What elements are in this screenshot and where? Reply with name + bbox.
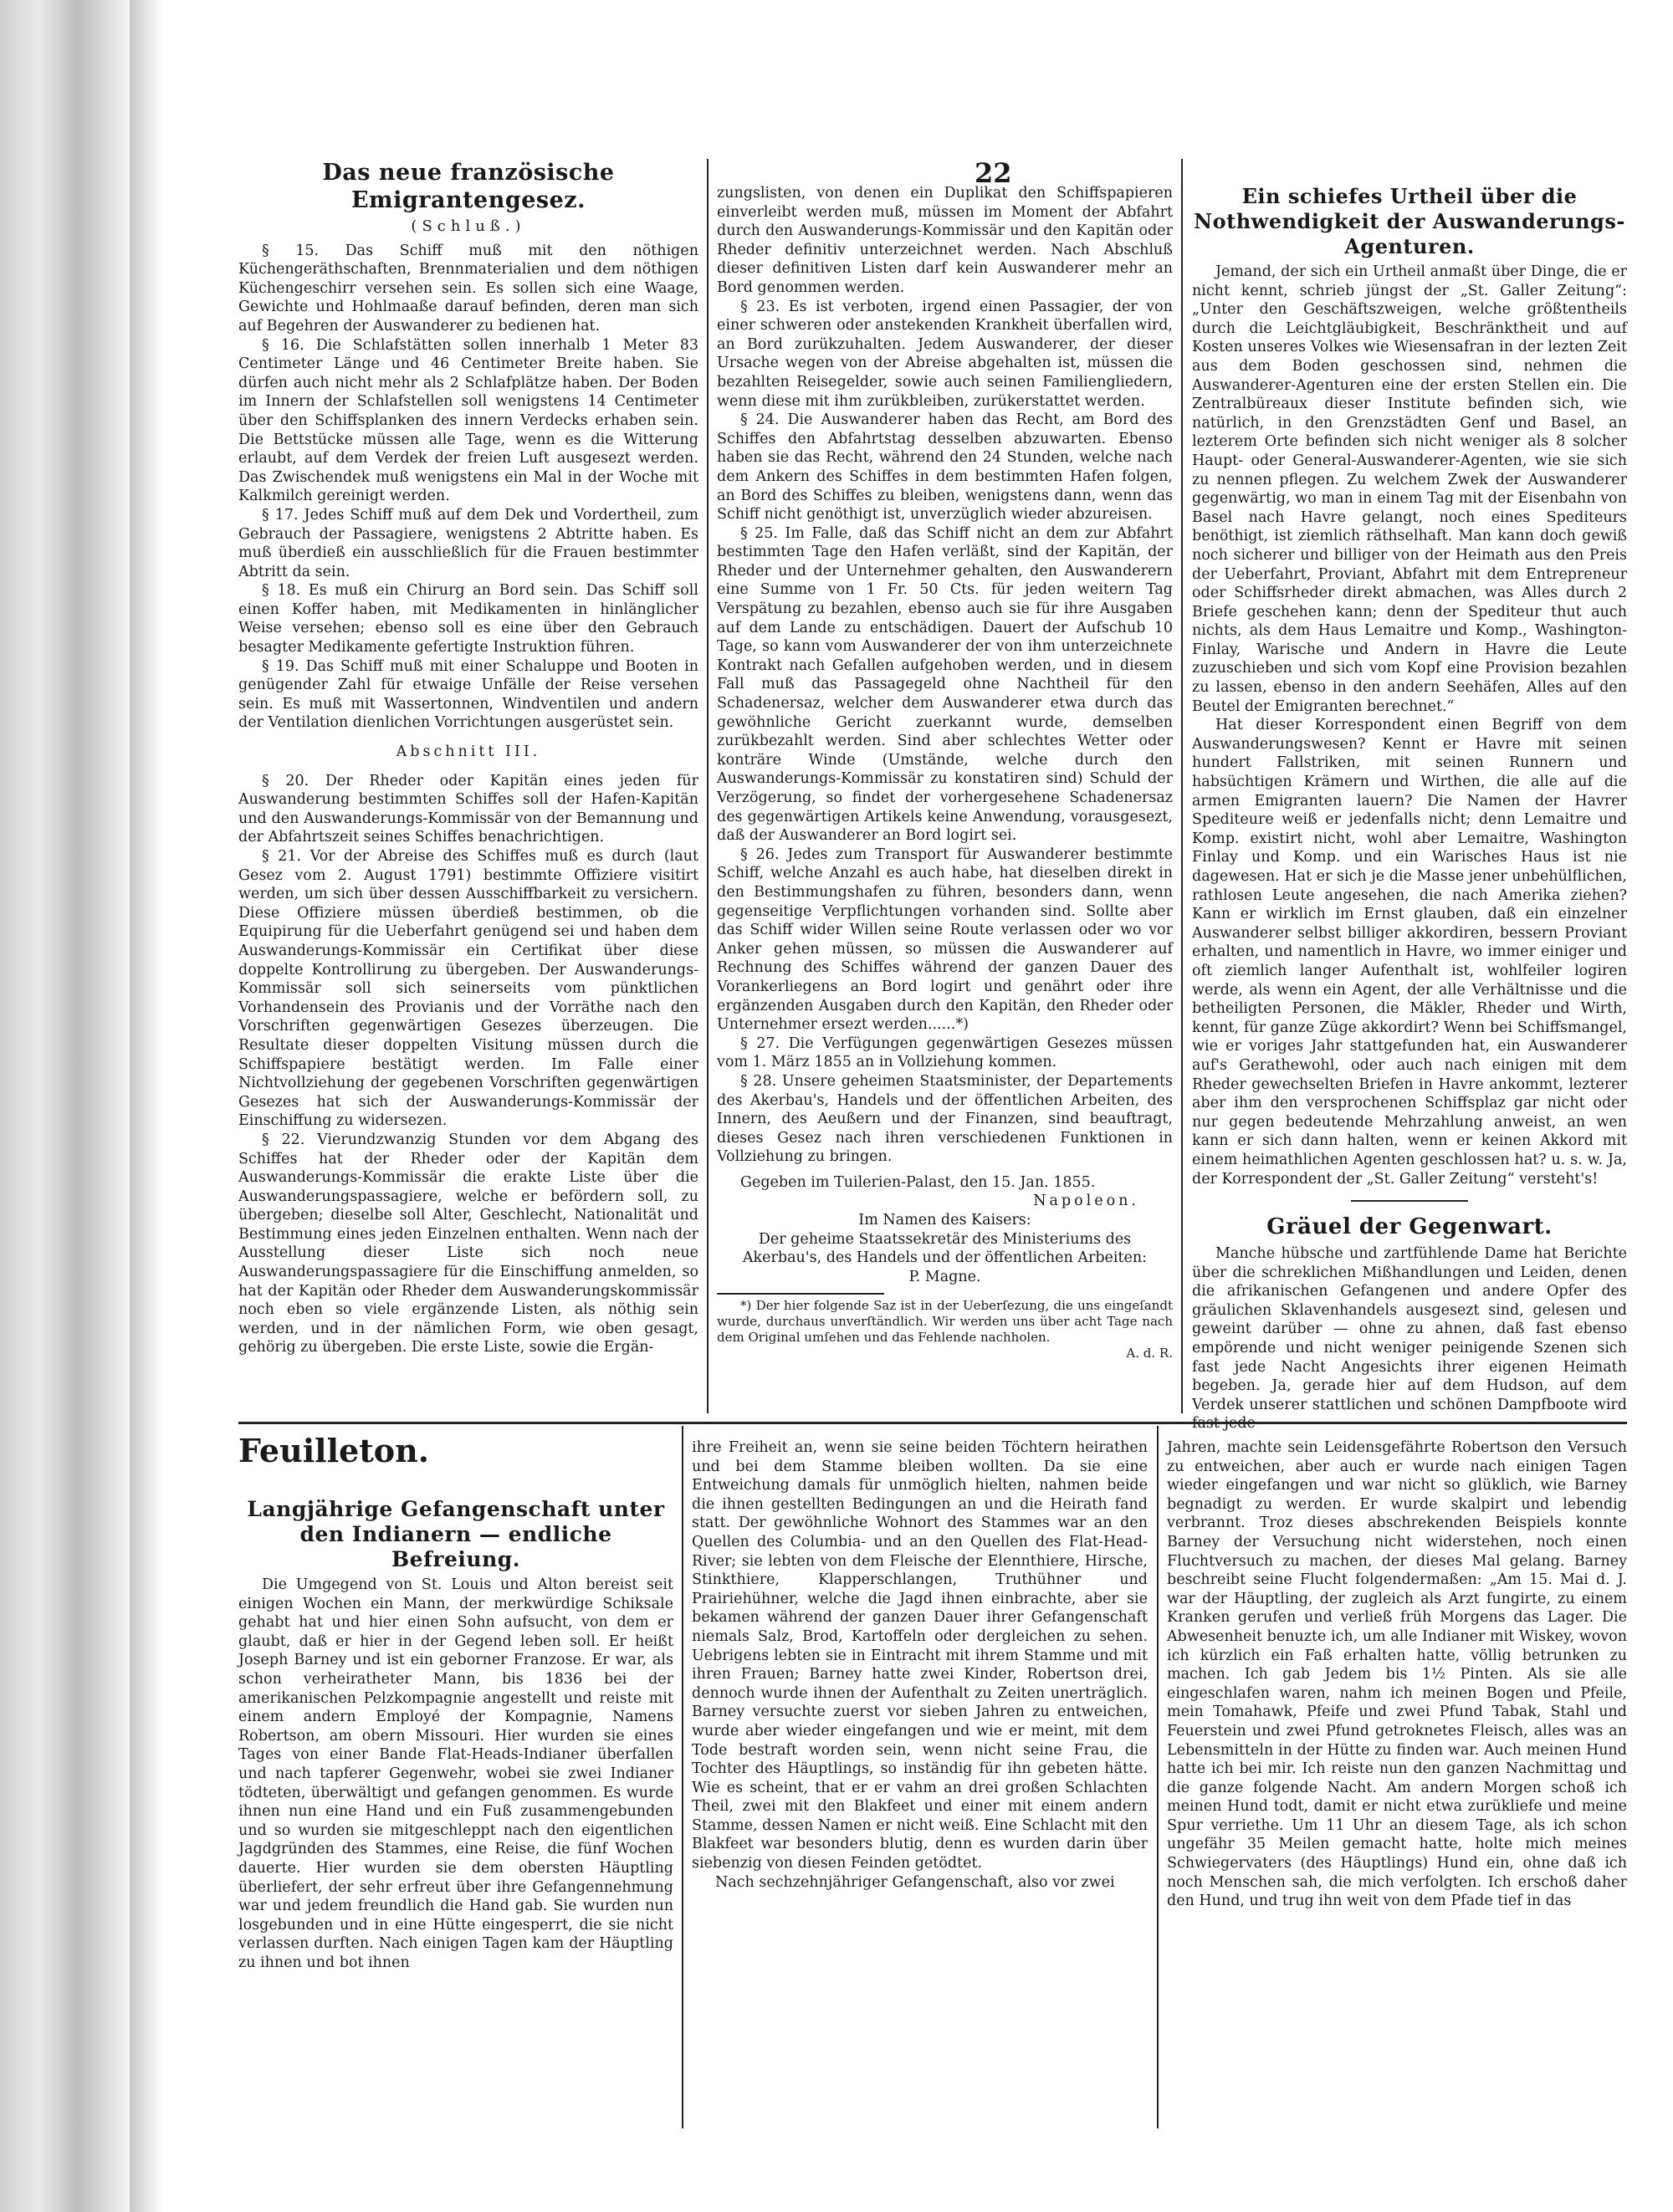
- paragraph: § 24. Die Auswanderer haben das Recht, am Bord des Schiffes den Abfahrtstag desselben abzuwarten. Ebenso haben sie das Recht, während den 24 Stunden, welche nach dem Ankern des Schiffes in dem bestimmten Hafen folgen, an Bord des Schiffes zu bleiben, wenigstens dann, wenn das Schiff nicht genöthigt ist, unverzüglich wieder abzureisen.: [717, 411, 1173, 524]
- column-rule: [682, 1426, 683, 2128]
- paragraph: § 19. Das Schiff muß mit einer Schaluppe und Booten in genügender Zahl für etwaige Unfälle der Reise versehen sein. Es muß mit Wassertonnen, Windventilen und andern der Ventilation dienlichen Vorrichtungen ausgerüstet sein.: [238, 657, 698, 732]
- article-subtitle: (Schluß.): [411, 217, 526, 235]
- feuilleton-column-3: [1167, 1438, 1627, 2133]
- paragraph: § 22. Vierundzwanzig Stunden vor dem Abgang des Schiffes hat der Rheder oder der Kapitän dem Auswanderungs-Kommissär die erakte Liste über die Auswanderungspassagiere, welche er befördern soll, zu übergeben; dieselbe soll Alter, Geschlecht, Nationalität und Bestimmung eines jeden Einzelnen enthalten. Wenn nach der Ausstellung dieser Liste sich noch neue Auswanderungspassagiere für die Einschiffung anmelden, so hat der Kapitän oder Rheder dem Auswanderungskommissär noch eben so viele ergänzende Listen, als nöthig sein werden, und in der nämlichen Form, wie oben gesagt, gehörig zu übergeben. Die erste Liste, sowie die Ergän-: [238, 1131, 698, 1356]
- separator: [1351, 1200, 1468, 1202]
- paragraph: ihre Freiheit an, wenn sie seine beiden Töchtern heirathen und bei dem Stamme bleiben wollten. Da sie eine Entweichung damals für unmöglich hielten, nahmen beide die ihnen gestellten Bedingungen an und die Heirath fand statt. Der gewöhnliche Wohnort des Stammes war an den Quellen des Columbia- und an den Quellen des Flat-Head-River; sie lebten von dem Fleische der Elennthiere, Hirsche, Stinkthiere, Klapperschlangen, Truthühner und Prairiehühner, welche die Jagd ihnen einbrachte, aber sie bekamen während der ganzen Dauer ihrer Gefangenschaft niemals Salz, Brod, Kartoffeln oder dergleichen zu sehen. Uebrigens lebten sie in Eintracht mit ihrem Stamme und mit ihren Frauen; Barney hatte zwei Kinder, Robertson drei, dennoch wurde ihnen der Aufenthalt zu Zeiten unerträglich. Barney versuchte zuerst vor sieben Jahren zu entweichen, wurde aber wieder eingefangen und wie er meint, mit dem Tode bestraft worden sein, wenn nicht seine Frau, die Tochter des Häuptlings, so inständig für ihn gebeten hätte. Wie es scheint, that er er vahm an drei großen Schlachten Theil, zwei mit den Blakfeet und einer mit einem andern Stamme, dessen Namen er nicht weiß. Eine Schlacht mit den Blakfeet war besonders blutig, denn es wurden darin über siebenzig von diesen Feinden getödtet.: [692, 1439, 1148, 1872]
- feuilleton-column-1: [238, 1497, 673, 2133]
- footnote-rule: [717, 1293, 884, 1295]
- column-rule: [707, 159, 709, 1413]
- feuilleton-heading: Feuilleton.: [238, 1432, 429, 1469]
- paragraph: Jahren, machte sein Leidensgefährte Robertson den Versuch zu entweichen, aber auch er wurde nach einigen Tagen wieder eingefangen und war nicht so glüklich, wie Barney begnadigt zu werden. Er wurde skalpirt und lebendig verbrannt. Troz dieses abschrekenden Beispiels konnte Barney der Versuchung nicht widerstehen, noch einen Fluchtversuch zu machen, der dieses Mal gelang. Barney beschreibt seine Flucht folgendermaßen: „Am 15. Mai d. J. war der Häuptling, der zugleich als Arzt fungirte, zu einem Kranken gerufen und verließ früh Morgens das Lager. Die Abwesenheit benuzte ich, um alle Indianer mit Wiskey, wovon ich kürzlich ein Faß erhalten hatte, völlig betrunken zu machen. Ich gab Jedem bis 1½ Pinten. Als sie alle eingeschlafen waren, nahm ich meinen Bogen und Pfeile, mein Tomahawk, Pfeife und zwei Pfund Tabak, Stahl und Feuerstein und zwei Pfund getroknetes Fleisch, alles was an Lebensmitteln in der Hütte zu finden war. Auch meinen Hund hatte ich bei mir. Ich reiste nun den ganzen Nachmittag und die ganze folgende Nacht. Am andern Morgen schoß ich meinen Hund todt, damit er nicht etwa zurükliefe und meine Spur verriethe. Um 11 Uhr an diesem Tage, als ich schon ungefähr 35 Meilen gemacht hatte, holte mich meines Schwiegervaters (des Häuptlings) Hund ein, ohne daß ich noch Menschen sah, die mich verfolgten. Ich erschoß daher den Hund, und trug ihn weit von dem Pfade tief in das: [1167, 1439, 1627, 1910]
- column-rule: [1181, 159, 1183, 1413]
- column-1: [238, 159, 698, 1413]
- footnote-sign: A. d. R.: [1126, 1346, 1173, 1361]
- column-2: [717, 184, 1173, 1413]
- sign-line: Im Namen des Kaisers:: [858, 1212, 1031, 1229]
- paragraph: § 28. Unsere geheimen Staatsminister, der Departements des Akerbau's, Handels und der öffentlichen Arbeiten, des Innern, des Aeußern und der Finanzen, sind beauftragt, dieses Gesez nach ihren verschiedenen Funktionen in Vollziehung zu bringen.: [717, 1072, 1173, 1166]
- paragraph: Hat dieser Korrespondent einen Begriff von dem Auswanderungswesen? Kennt er Havre mit seinen hundert Fallstriken, mit seinen Runnern und habsüchtigen Krämern und Wirthen, die alle auf die armen Emigranten lauern? Die Namen der Havrer Spediteure weiß er jedenfalls nicht; denn Lemaitre und Komp. existirt nicht, wohl aber Lemaitre, Washington Finlay und Komp. und ein Warisches Haus ist nie dagewesen. Hat er sich je die Masse jener unbehülflichen, rathlosen Leute angesehen, die nach Amerika ziehen? Kann er wirklich im Ernst glauben, daß ein einzelner Auswanderer selbst billiger akkordiren, bessern Proviant erhalten, und namentlich in Havre, wo immer einiger und oft ziemlich langer Aufenthalt ist, wohlfeiler logiren werde, als wenn ein Agent, der alle Verhältnisse und die betheiligten Personen, die Mäkler, Rheder und Wirth, kennt, für ganze Züge akkordirt? Wenn bei Schiffsmangel, wie er voriges Jahr stattgefunden hat, ein Auswanderer auf's Gerathewohl, oder auch nach einigen mit dem Rheder gewechselten Briefen in Havre ankommt, lezterer aber ihm den versprochenen Schiffsplaz gar nicht oder nur gegen bedeutende Mehrzahlung anweist, an wen kann er sich dann halten, wenn er keinen Akkord mit einem heimathlichen Agenten geschlossen hat? u. s. w. Ja, der Korrespondent der „St. Galler Zeitung“ versteht's!: [1192, 717, 1627, 1188]
- paragraph: Jemand, der sich ein Urtheil anmaßt über Dinge, die er nicht kennt, schrieb jüngst der „St. Galler Zeitung“: „Unter den Geschäftszweigen, welche größtentheils durch die Leichtgläubigkeit, Beschränktheit und auf Kosten unseres Volkes wie Wiesensafran in der lezten Zeit aus dem Boden geschossen sind, nehmen die Auswanderer-Agenturen eine der ersten Stellen ein. Die Zentralbüreaux dieser Institute befinden sich, wie natürlich, in den Grenzstädten Genf und Basel, an lezterem Orte befinden sich nicht weniger als 8 solcher Haupt- oder General-Auswanderer-Agenten, wie sie sich zu nennen pflegen. Zu welchem Zwek der Auswanderer gegenwärtig, wo man in einem Tag mit der Eisenbahn von Basel nach Havre gelangt, noch eines Spediteurs benöthigt, ist ziemlich räthselhaft. Man kann doch gewiß noch sicherer und billiger von der Heimath aus den Preis der Ueberfahrt, Proviant, Abfahrt mit dem Entrepreneur oder Schiffsrheder direkt abmachen, was Alles durch 2 Briefe geschehen kann; denn der Spediteur thut auch nichts, als dem Haus Lemaitre und Komp., Washington-Finlay, Warische und Andern in Havre die Leute zuzuschieben und sich vom Kopf eine Provision bezahlen zu lassen, ebenso in den andern Seehäfen, Alles auf den Beutel der Emigranten berechnet.“: [1192, 263, 1627, 715]
- signature-napoleon: Napoleon.: [1033, 1193, 1139, 1210]
- paragraph: § 15. Das Schiff muß mit den nöthigen Küchengeräthschaften, Brennmaterialien und dem nöthigen Küchengeschirr versehen sein. Es sollen sich eine Waage, Gewichte und Hohlmaaße darauf befinden, deren man sich auf Begehren der Auswanderer zu bedienen hat.: [238, 242, 698, 335]
- paragraph: § 26. Jedes zum Transport für Auswanderer bestimmte Schiff, welche Anzahl es auch habe, hat dieselben direkt in den Bestimmungshafen zu führen, besonders dann, wenn gegenseitige Verpflichtungen vorhanden sind. Sollte aber das Schiff wider Willen seine Route verlassen oder wo vor Anker gehen müssen, so müssen die Auswanderer auf Rechnung des Schiffes während der ganzen Dauer des Vorankerliegens an Bord logirt und genährt oder ihre ergänzenden Ausgaben durch den Kapitän, den Rheder oder Unternehmer ersezt werden......*): [717, 845, 1173, 1034]
- book-binding: [0, 0, 130, 2212]
- paragraph: § 16. Die Schlafstätten sollen innerhalb 1 Meter 83 Centimeter Länge und 46 Centimeter Breite haben. Sie dürfen auch nicht mehr als 2 Schlafplätze haben. Der Boden im Innern der Schlafstellen soll wenigstens 14 Centimeter über den Schiffsplanken des innern Verdecks erhaben sein. Die Bettstücke müssen alle Tage, wenn es die Witterung erlaubt, auf dem Verdek der freien Luft ausgesezt werden. Das Zwischendek muß wenigstens ein Mal in der Woche mit Kalkmilch gereinigt werden.: [238, 336, 698, 505]
- paragraph: § 20. Der Rheder oder Kapitän eines jeden für Auswanderung bestimmten Schiffes soll der Hafen-Kapitän und den Auswanderungs-Kommissär von der Bemannung und der Abfahrtszeit seines Schiffes benachrichtigen.: [238, 772, 698, 846]
- sign-line: Der geheime Staatssekretär des Ministeriums des Akerbau's, des Handels und der öffentlichen Arbeiten:: [742, 1230, 1148, 1267]
- sign-line: P. Magne.: [908, 1268, 981, 1285]
- newspaper-page: [238, 159, 1627, 2149]
- given-date: Gegeben im Tuilerien-Palast, den 15. Jan. 1855.: [740, 1173, 1096, 1191]
- page-number: 22: [975, 157, 1012, 189]
- binding-shadow: [130, 0, 163, 2212]
- column-rule: [1157, 1426, 1159, 2128]
- paragraph: § 18. Es muß ein Chirurg an Bord sein. Das Schiff soll einen Koffer haben, mit Medikamenten in hinlänglicher Weise versehen; ebenso soll es eine über den Gebrauch besagter Medikamente gefertigte Instruktion führen.: [238, 582, 698, 656]
- feuilleton-column-2: [692, 1438, 1148, 2133]
- article-title-emigrantengesez: Das neue französische Emigrantengesez.: [322, 160, 615, 213]
- section-heading: Abschnitt III.: [396, 743, 541, 761]
- column-3: [1192, 184, 1627, 1413]
- article-title-graeuel: Gräuel der Gegenwart.: [1266, 1214, 1553, 1240]
- footnote: *) Der hier folgende Saz ist in der Ueberſezung, die uns eingeſandt wurde, durchaus unverſtändlich. Wir werden uns über acht Tage nach dem Original umſehen und das Fehlende nachholen.: [717, 1298, 1173, 1346]
- feuilleton-title: Langjährige Gefangenschaft unter den Indianern — endliche Befreiung.: [247, 1497, 665, 1571]
- paragraph: § 23. Es ist verboten, irgend einen Passagier, der von einer schweren oder anstekenden Krankheit überfallen wird, an Bord zurükzuhalten. Jedem Auswanderer, der dieser Ursache wegen von der Abreise abgehalten ist, müssen die bezahlten Reisegelder, sowie auch seinen Familiengliedern, wenn diese mit ihm zurükbleiben, zurükerstattet werden.: [717, 298, 1173, 410]
- paragraph: Manche hübsche und zartfühlende Dame hat Berichte über die schreklichen Mißhandlungen und Leiden, denen die afrikanischen Gefangenen und andere Opfer des gräulichen Sklavenhandels ausgesezt sind, gelesen und geweint darüber — ohne zu ahnen, daß fast ebenso empörende und nicht weniger peinigende Szenen sich fast jede Nacht Angesichts ihrer eigenen Heimath begeben. Ja, gerade hier auf dem Hudson, auf dem Verdek unserer stattlichen und schönen Dampfboote wird: [1192, 1245, 1627, 1413]
- paragraph: Die Umgegend von St. Louis und Alton bereist seit einigen Wochen ein Mann, der merkwürdige Schiksale gehabt hat und hier einen Sohn aufsucht, von dem er glaubt, daß er hier in der Gegend leben soll. Er heißt Joseph Barney und ist ein geborner Franzose. Er war, als schon verheiratheter Mann, bis 1836 bei der amerikanischen Pelzkompagnie angestellt und reiste mit einem andern Employé der Kompagnie, Namens Robertson, am obern Missouri. Hier wurden sie eines Tages von einer Bande Flat-Heads-Indianer überfallen und nach tapferer Gegenwehr, wobei sie zwei Indianer tödteten, überwältigt und gefangen genommen. Es wurde ihnen nun eine Hand und ein Fuß zusammengebunden und so wurden sie mitgeschleppt nach den eigentlichen Jagdgründen des Stammes, eine Reise, die fünf Wochen dauerte. Hier wurden sie dem obersten Häuptling überliefert, der sehr erfreut über ihre Gefangennehmung war und jedem freundlich die Hand gab. Sie wurden nun losgebunden und in eine Hütte eingesperrt, die sie nicht verlassen durften. Nach einigen Tagen kam der Häuptling zu ihnen und bot ihnen: [238, 1576, 673, 1971]
- paragraph: § 25. Im Falle, daß das Schiff nicht an dem zur Abfahrt bestimmten Tage den Hafen verläßt, sind der Kapitän, der Rheder und der Unternehmer gehalten, den Auswanderern eine Summe von 1 Fr. 50 Cts. für jeden weitern Tag Verspätung zu bezahlen, ebenso auch sie für ihre Ausgaben auf dem Lande zu entschädigen. Dauert der Aufschub 10 Tage, so kann vom Auswanderer der von ihm unterzeichnete Kontrakt nach Gefallen aufgehoben werden, und in diesem Fall muß das Passagegeld ohne Nachtheil für den Schadenersaz, welcher dem Auswanderer etwa durch das gewöhnliche Gericht zuerkannt wurde, demselben zurükbezahlt werden. Sind aber schlechtes Wetter oder konträre Winde (Umstände, welche durch den Auswanderungs-Kommissär zu konstatiren sind) Schuld der Verzögerung, so findet der vorhergesehene Schadenersaz des gegenwärtigen Artikels keine Anwendung, vorausgesezt, daß der Auswanderer an Bord logirt sei.: [717, 524, 1173, 845]
- feuilleton-rule: [238, 1422, 1627, 1424]
- paragraph: § 17. Jedes Schiff muß auf dem Dek und Vordertheil, zum Gebrauch der Passagiere, wenigstens 2 Abtritte haben. Es muß überdieß ein ausschließlich für die Frauen bestimmter Abtritt da sein.: [238, 506, 698, 580]
- article-title-urtheil: Ein schiefes Urtheil über die Nothwendigkeit der Auswanderungs-Agenturen.: [1194, 184, 1625, 258]
- paragraph: zungslisten, von denen ein Duplikat den Schiffspapieren einverleibt werden muß, müssen im Moment der Abfahrt durch den Auswanderungs-Kommissär und den Kapitän oder Rheder definitiv unterzeichnet werden. Nach Abschluß dieser definitiven Listen darf kein Auswanderer mehr an Bord genommen werden.: [717, 185, 1173, 296]
- paragraph: § 27. Die Verfügungen gegenwärtigen Gesezes müssen vom 1. März 1855 an in Vollziehung kommen.: [717, 1034, 1173, 1071]
- paragraph: § 21. Vor der Abreise des Schiffes muß es durch (laut Gesez vom 2. August 1791) bestimmte Offiziere visitirt werden, um sich über dessen Ausschiffbarkeit zu versichern. Diese Offiziere müssen überdieß bestimmen, ob die Equipirung für die Ueberfahrt genügend sei und haben dem Auswanderungs-Kommissär ein Certifikat über diese doppelte Kontrollirung zu übergeben. Der Auswanderungs-Kommissär soll sich seinerseits vom pünktlichen Vorhandensein des Provianis und der Vorräthe nach den Vorschriften gegenwärtigen Gesezes überzeugen. Die Resultate dieser doppelten Visitung müssen durch die Schiffspapiere bestätigt werden. Im Falle einer Nichtvollziehung der gegebenen Vorschriften gegenwärtigen Gesezes hat sich der Auswanderungs-Kommissär der Einschiffung zu widersezen.: [238, 848, 698, 1130]
- paragraph: Nach sechzehnjähriger Gefangenschaft, also vor zwei: [715, 1873, 1115, 1891]
